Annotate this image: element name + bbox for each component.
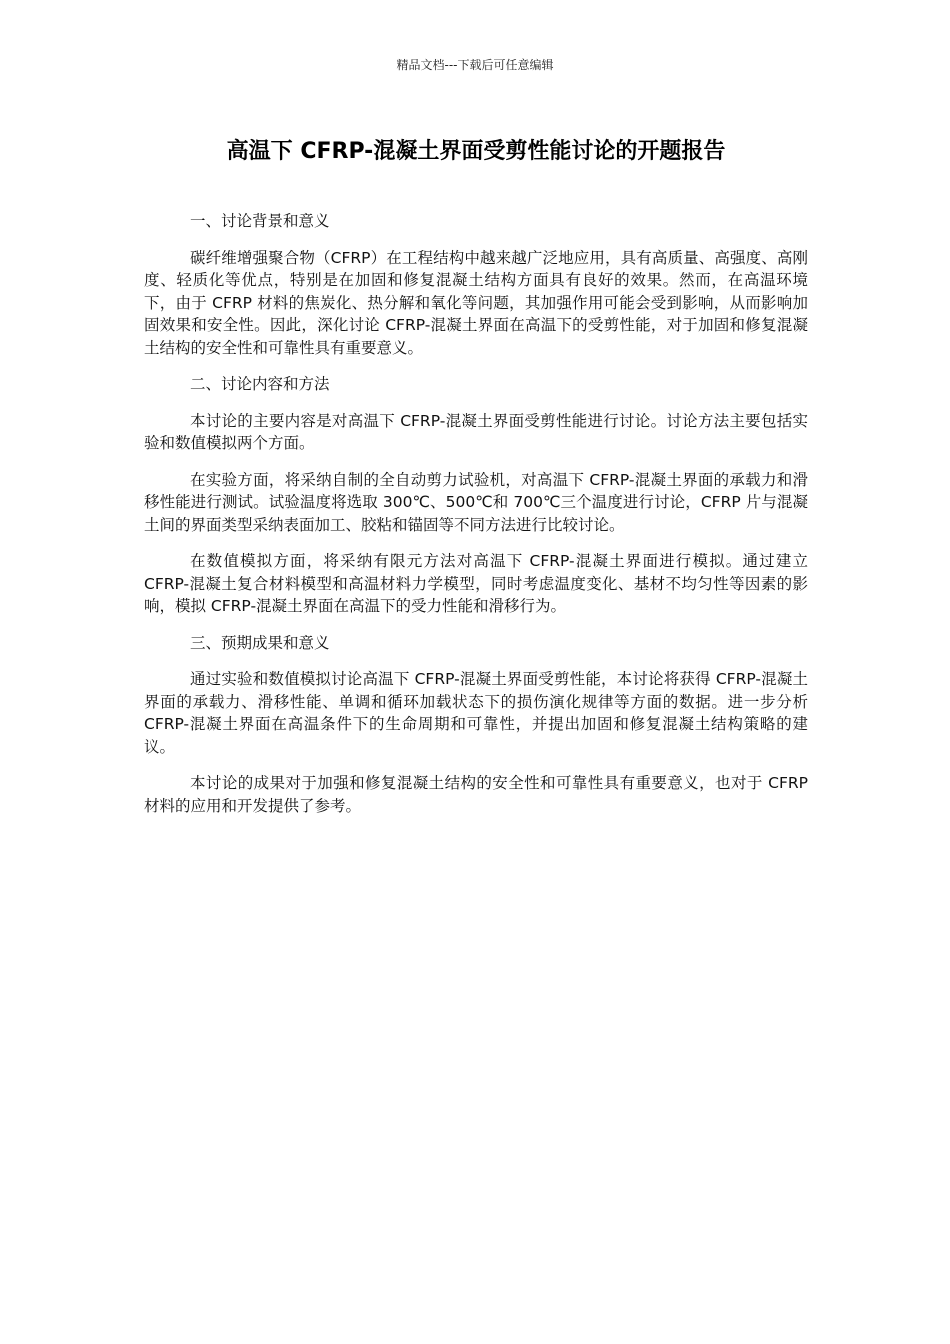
document-title: 高温下 CFRP-混凝土界面受剪性能讨论的开题报告 bbox=[226, 139, 726, 164]
section-expected-results bbox=[144, 632, 808, 818]
section-background bbox=[144, 210, 808, 359]
paragraph: 碳纤维增强聚合物（CFRP）在工程结构中越来越广泛地应用，具有高质量、高强度、高刚度、轻质化等优点，特别是在加固和修复混凝土结构方面具有良好的效果。然而，在高温环境下，由于 CFRP 材料的焦炭化、热分解和氧化等问题，其加强作用可能会受到影响，从而影响加固效果和安全性。因此，深化讨论 CFRP-混凝土界面在高温下的受剪性能，对于加固和修复混凝土结构的安全性和可靠性具有重要意义。 bbox=[144, 248, 808, 357]
paragraph: 本讨论的主要内容是对高温下 CFRP-混凝土界面受剪性能进行讨论。讨论方法主要包括实验和数值模拟两个方面。 bbox=[144, 411, 808, 452]
paragraph: 本讨论的成果对于加强和修复混凝土结构的安全性和可靠性具有重要意义，也对于 CFRP 材料的应用和开发提供了参考。 bbox=[144, 774, 808, 815]
section-heading: 一、讨论背景和意义 bbox=[190, 212, 330, 230]
section-heading: 二、讨论内容和方法 bbox=[190, 375, 330, 393]
paragraph: 在数值模拟方面，将采纳有限元方法对高温下 CFRP-混凝土界面进行模拟。通过建立 CFRP-混凝土复合材料模型和高温材料力学模型，同时考虑温度变化、基材不均匀性等因素的影响，模拟 CFRP-混凝土界面在高温下的受力性能和滑移行为。 bbox=[144, 552, 808, 615]
document-body bbox=[144, 210, 808, 831]
section-heading: 三、预期成果和意义 bbox=[190, 633, 330, 652]
paragraph: 在实验方面，将采纳自制的全自动剪力试验机，对高温下 CFRP-混凝土界面的承载力和滑移性能进行测试。试验温度将选取 300℃、500℃和 700℃三个温度进行讨论，CFRP 片与混凝土间的界面类型采纳表面加工、胶粘和锚固等不同方法进行比较讨论。 bbox=[144, 470, 808, 534]
section-content-methods bbox=[144, 373, 808, 618]
paragraph: 通过实验和数值模拟讨论高温下 CFRP-混凝土界面受剪性能，本讨论将获得 CFRP-混凝土界面的承载力、滑移性能、单调和循环加载状态下的损伤演化规律等方面的数据。进一步分析 CFRP-混凝土界面在高温条件下的生命周期和可靠性，并提出加固和修复混凝土结构策略的建议。 bbox=[144, 670, 808, 756]
header-note: 精品文档---下载后可任意编辑 bbox=[396, 58, 554, 72]
